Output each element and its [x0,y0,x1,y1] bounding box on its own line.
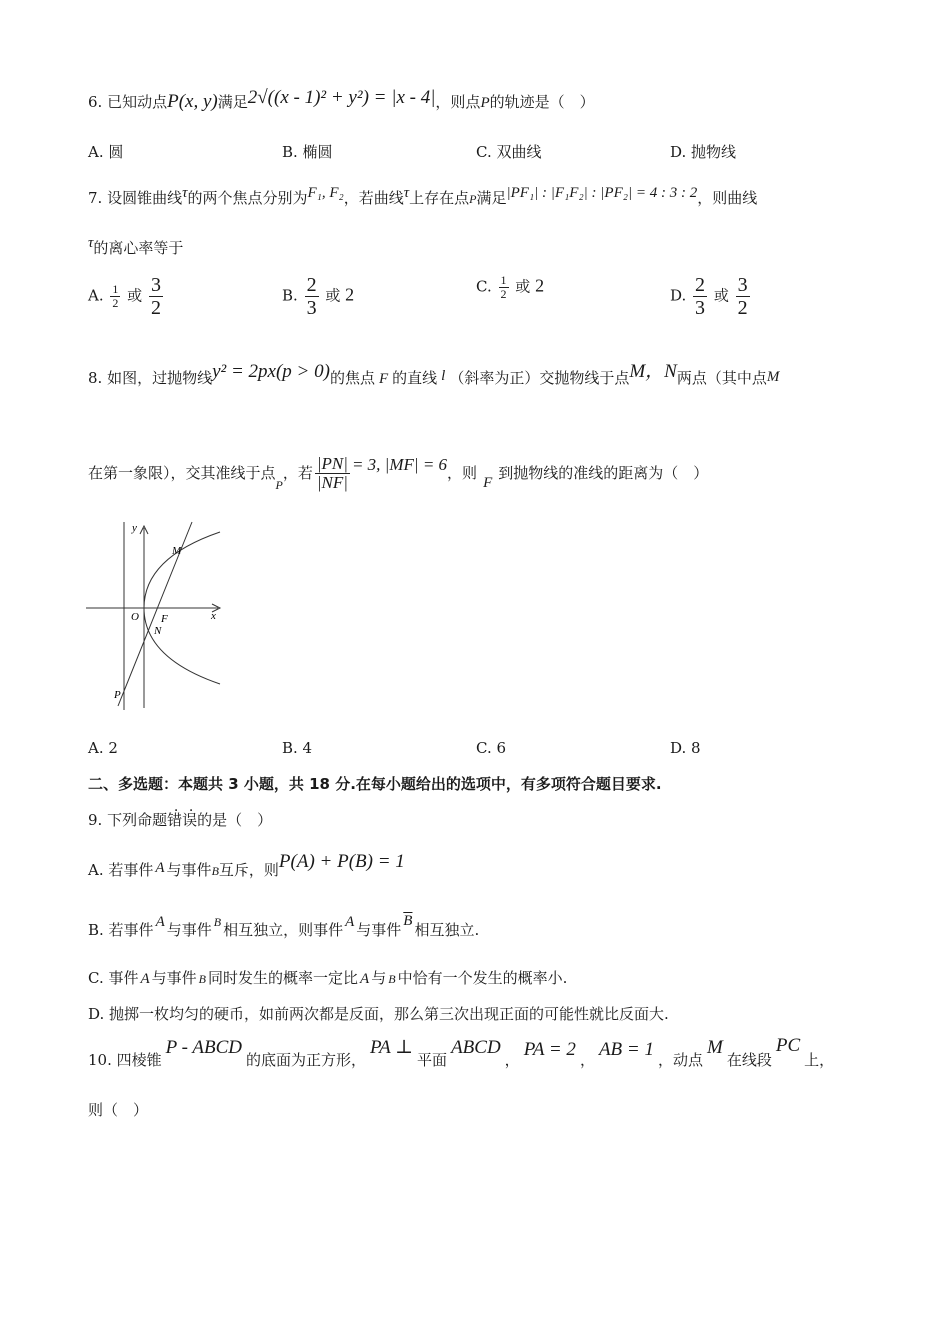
q10-pc: PC [775,1035,801,1056]
q7-stem [88,185,758,209]
q7-a-f1-den: 2 [112,296,119,310]
q9-a-pre: A. 若事件 [88,861,154,879]
q9-b-var-bbar: $\overline{B}$ [403,913,413,929]
label-f: F [161,613,168,625]
q7-option-d [670,274,752,319]
q9-b-pre: B. 若事件 [88,921,154,939]
q9-a-eq: P(A) + P(B) = 1 [278,851,405,872]
label-n: N [154,625,162,637]
q8-stem-c: 的直线 [392,369,438,387]
q7-a-f2-num: 3 [150,274,161,296]
q9-option-d: D. 抛掷一枚均匀的硬币，如前两次都是反面，那么第三次出现正面的可能性就比反面大. [88,1005,669,1023]
q6-option-b: B. 椭圆 [282,143,333,161]
q7-stem-c: ，若曲线 [343,189,404,207]
q9-b-mid: 与事件 [166,921,212,939]
q8-stem-i: 到抛物线的准线的距离为（ ） [498,464,709,482]
q10-comma-1: ， [504,1051,520,1069]
q6-var-p: P [480,95,490,111]
q9-option-c [88,968,567,989]
q8-option-c: C. 6 [476,739,507,757]
q8-var-p: P [275,478,283,492]
q10-abcd: ABCD [451,1037,501,1058]
q9-c-mid: 与事件 [151,969,197,987]
q10-stem [88,1035,835,1070]
q6-equation: 2√((x - 1)² + y²) = |x - 4| [247,87,436,108]
q10-ab: AB = 1 [598,1039,654,1060]
q9-c-post: 同时发生的概率一定比 [208,969,359,987]
q7-d-f1-den: 3 [695,297,706,319]
q7-c-prefix: C. [476,277,492,296]
q9-c-var-b: B [198,972,207,986]
q9-b-var-b: B [213,915,222,929]
q10-stem-line2: 则（ ） [88,1101,149,1119]
q7-stem-d: 上存在点 [409,189,470,207]
q6-option-c: C. 双曲线 [476,143,542,161]
q9-c-var-a2: A [360,971,370,987]
q9-c-var-a: A [140,971,150,987]
q7-tau: τ [182,185,188,201]
q9-b-var-a: A [155,914,165,930]
q8-var-l: l [441,368,446,384]
q10-pa: PA = 2 [523,1039,576,1060]
q8-stem-f: 在第一象限），交其准线于点 [88,464,276,482]
q8-option-b: B. 4 [282,739,313,757]
q9-c-end: 中恰有一个发生的概率小. [397,969,568,987]
q9-em-1: 错 [167,811,183,829]
q9-option-a [88,851,405,881]
q9-a-var-a: A [155,860,165,876]
q8-option-d: D. 8 [670,739,701,757]
q9-c-var-b2: B [388,972,396,986]
q9-b-post: 相互独立，则事件 [223,921,344,939]
q9-stem [88,810,272,830]
q8-points-mn: M，N [629,361,677,382]
q7-stem-a: 7. 设圆锥曲线 [88,189,183,207]
q6-stem-b: 满足 [217,93,248,111]
q7-stem-g: 的离心率等于 [93,239,184,257]
q6-stem [88,87,595,113]
q8-var-m: M [766,369,780,385]
q9-em-2: 误 [182,811,198,829]
q7-a-f2-den: 2 [150,297,161,319]
q7-a-or: 或 [127,286,143,305]
q6-stem-a: 6. 已知动点 [88,93,168,111]
q8-stem-d: （斜率为正）交抛物线于点 [449,369,630,387]
q8-var-f: F [378,371,389,387]
q7-c-f1-den: 2 [500,287,507,301]
q7-tau-2: τ [403,185,410,201]
q9-b-mid2: 与事件 [356,921,402,939]
q7-stem-b: 的两个焦点分别为 [187,189,308,207]
q7-c-or: 或 [515,277,531,296]
q7-stem-e: 满足 [476,189,507,207]
q7-var-p: P [469,192,477,206]
q10-stem-b: 的底面为正方形， [245,1051,366,1069]
q7-d-prefix: D. [670,286,687,305]
q8-frac-den: |NF| [316,472,348,492]
q9-a-post: 互斥，则 [218,861,279,879]
q10-stem-a: 10. 四棱锥 [88,1051,162,1069]
q9-stem-b: 的是（ ） [197,811,273,829]
q7-option-b [282,274,354,319]
q7-foci: F₁, F₂ [307,185,344,201]
q8-parabola: y² = 2px(p > 0) [212,361,330,382]
q7-b-f1-den: 3 [306,297,317,319]
q9-b-var-a2: A [345,914,355,930]
q8-stem-a: 8. 如图，过抛物线 [88,369,213,387]
q8-option-a: A. 2 [88,739,118,757]
q8-cond: = 3, |MF| = 6 [351,455,448,474]
q7-c-value: 2 [535,275,545,296]
q7-d-f2-num: 3 [737,274,748,296]
q8-stem-g: ，若 [282,464,313,482]
q6-option-a: A. 圆 [88,143,124,161]
q7-d-or: 或 [713,286,729,305]
q10-pa-perp: PA ⊥ [370,1037,414,1058]
q7-b-f1-num: 2 [306,274,317,296]
q7-tau-3: τ [88,235,94,251]
q7-ratio: |PF₁| : |F₁F₂| : |PF₂| = 4 : 3 : 2 [506,185,698,201]
q9-a-var-b: B [211,864,219,878]
q10-plane: 平面 [417,1051,448,1069]
q10-var-m: M [707,1037,723,1058]
q8-parabola-figure [84,518,228,714]
q8-stem-h: ，则 [447,464,478,482]
q7-d-f1-num: 2 [695,274,706,296]
q6-stem-d: 的轨迹是（ ） [489,93,595,111]
label-m: M [172,545,182,557]
q9-a-mid: 与事件 [166,861,212,879]
q7-b-prefix: B. [282,286,298,305]
label-o: O [131,611,139,623]
q8-frac-num: |PN| [316,453,348,473]
q10-stem-e: 上， [804,1051,835,1069]
label-p: P [114,689,121,701]
label-x: x [211,610,216,622]
q8-stem-b: 的焦点 [329,369,375,387]
q7-a-prefix: A. [88,286,104,305]
q8-stem-line2 [88,446,708,511]
q8-stem-e: 两点（其中点 [676,369,767,387]
q10-stem-c: ，动点 [658,1051,704,1069]
q9-b-end: 相互独立. [414,921,480,939]
q8-var-f-2: F [483,475,493,491]
q7-option-c [476,274,544,301]
section-2-heading: 二、多选题：本题共 3 小题，共 18 分.在每小题给出的选项中，有多项符合题目要求. [88,775,662,793]
q9-option-b [88,913,480,941]
q6-option-d: D. 抛物线 [670,143,737,161]
q10-pyramid: P - ABCD [165,1037,242,1058]
q9-c-pre: C. 事件 [88,969,139,987]
q7-stem-f: ，则曲线 [697,189,758,207]
q10-stem-d: 在线段 [726,1051,772,1069]
q10-comma-2: ， [579,1051,595,1069]
q7-d-f2-den: 2 [737,297,748,319]
q7-c-f1-num: 1 [500,273,507,287]
q8-stem [88,361,780,389]
q7-a-f1-num: 1 [112,282,119,296]
q9-c-mid2: 与 [371,969,387,987]
q7-stem-line2 [88,235,184,259]
q7-b-value: 2 [345,284,355,305]
q9-stem-a: 9. 下列命题 [88,811,168,829]
q6-point: P(x, y) [167,91,218,112]
q7-b-or: 或 [325,286,341,305]
q6-stem-c: ，则点 [435,93,481,111]
q7-option-a [88,274,165,319]
label-y: y [132,522,137,534]
